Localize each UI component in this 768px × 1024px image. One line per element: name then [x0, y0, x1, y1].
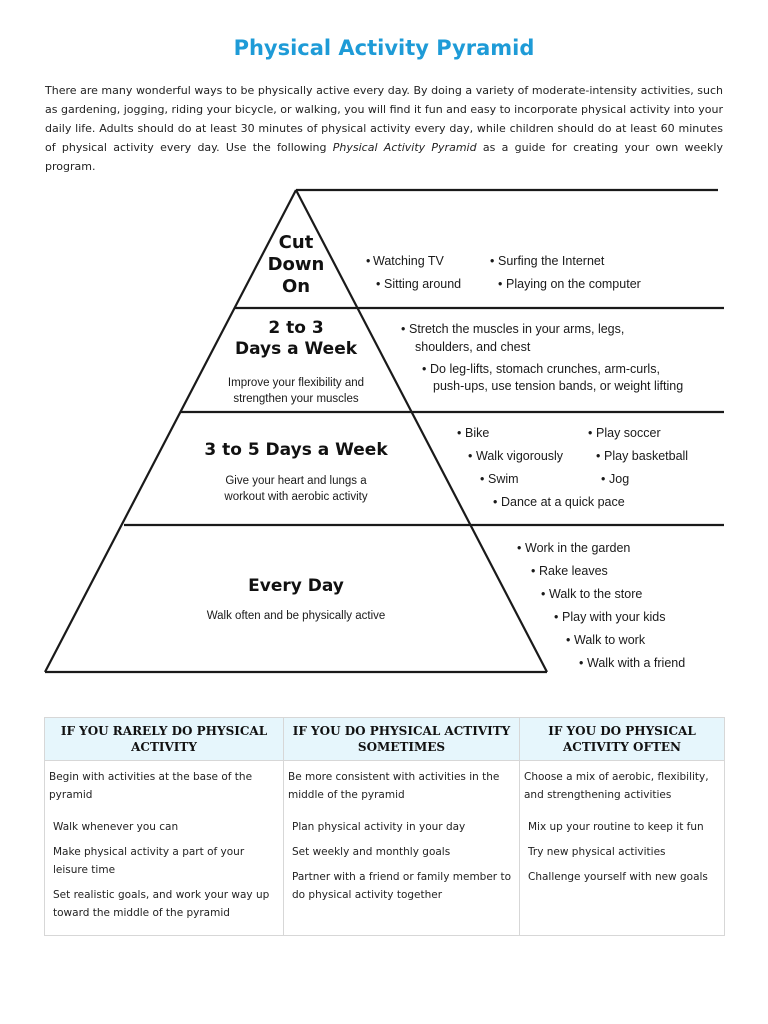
tips-list — [288, 818, 516, 904]
list-item: Make physical activity a part of your leisure time — [53, 846, 245, 876]
tier3-description-line1: Give your heart and lungs a — [225, 475, 367, 487]
tier2-activity-bullet: • — [422, 362, 427, 376]
tier4-description: Walk often and be physically active — [206, 610, 386, 622]
column-rarely — [45, 761, 284, 936]
tips-list — [524, 818, 721, 886]
column-intro: Be more consistent with activities in the middle of the pyramid — [288, 771, 500, 801]
tier1-activity: Surfing the Internet — [498, 254, 605, 268]
list-item: Set weekly and monthly goals — [292, 846, 451, 858]
list-item: Mix up your routine to keep it fun — [528, 821, 704, 833]
tier4-activity: Play with your kids — [562, 610, 666, 624]
list-item: Challenge yourself with new goals — [528, 871, 708, 883]
column-header-sometimes: IF YOU DO PHYSICAL ACTIVITY SOMETIMES — [284, 718, 520, 761]
list-item: Partner with a friend or family member to do physical activity together — [292, 871, 511, 901]
column-header-rarely: IF YOU RARELY DO PHYSICAL ACTIVITY — [45, 718, 284, 761]
tier2-activity: shoulders, and chest — [415, 340, 531, 354]
intro-emphasis: Physical Activity Pyramid — [332, 141, 477, 154]
tier2-activity: Do leg-lifts, stomach crunches, arm-curls, — [430, 362, 660, 376]
tier1-activity-bullet: • — [498, 277, 503, 291]
table-header-row — [45, 718, 725, 761]
tier3-activity: Jog — [609, 472, 630, 486]
tier1-activity-bullet: • — [376, 277, 381, 291]
tier3-activity: Bike — [465, 426, 490, 440]
page-title: Physical Activity Pyramid — [233, 36, 535, 60]
intro-text-end: as a guide for creating your own weekly program. — [45, 141, 723, 173]
tier4-activity-bullet: • — [531, 564, 536, 578]
tier3-activity-bullet: • — [596, 449, 601, 463]
list-item: Walk whenever you can — [53, 821, 179, 833]
tier2-heading-line1: 2 to 3 — [268, 318, 324, 338]
column-sometimes — [284, 761, 520, 936]
tier3-activity-bullet: • — [468, 449, 473, 463]
tier1-heading-line2: Down — [267, 254, 325, 275]
tier3-activity-bullet: • — [588, 426, 593, 440]
intro-text: There are many wonderful ways to be physically active every day. By doing a variety of moderate-intensity activities, such as gardening, jogging, riding your bicycle, or walking, you will find it fun and easy to incorporate physical activity into your daily life. Adults should do at least 30 minutes of physical activity every day, while children should do at least 60 minutes of physical activity every day. Use the following — [45, 84, 723, 154]
activity-guide-table — [44, 717, 725, 936]
tier1-heading-line3: On — [281, 276, 311, 297]
tier4-activity-bullet: • — [566, 633, 571, 647]
column-intro: Choose a mix of aerobic, flexibility, and strengthening activities — [524, 771, 709, 801]
tier2-description-line2: strengthen your muscles — [233, 393, 359, 405]
column-header-often: IF YOU DO PHYSICAL ACTIVITY OFTEN — [520, 718, 725, 761]
tier2-activity: push-ups, use tension bands, or weight lifting — [433, 379, 684, 393]
tier1-activity: Sitting around — [384, 277, 462, 291]
tier3-activity: Play soccer — [596, 426, 661, 440]
tier3-activity: Dance at a quick pace — [501, 495, 625, 509]
tier3-activity-bullet: • — [480, 472, 485, 486]
tier1-activity-bullet: • — [490, 254, 495, 268]
list-item: Plan physical activity in your day — [292, 821, 466, 833]
tier4-activity-bullet: • — [579, 656, 584, 670]
tier4-activity-bullet: • — [541, 587, 546, 601]
column-intro: Begin with activities at the base of the pyramid — [49, 771, 253, 801]
tier4-activity: Rake leaves — [539, 564, 608, 578]
tier-every-day — [207, 541, 686, 670]
pyramid-left-edge — [45, 190, 296, 672]
tier3-heading: 3 to 5 Days a Week — [204, 440, 388, 460]
tier4-activity: Walk to the store — [549, 587, 643, 601]
tier3-activity: Swim — [488, 472, 519, 486]
tier3-activity-bullet: • — [601, 472, 606, 486]
tier2-activity-bullet: • — [401, 322, 406, 336]
tier2-description-line1: Improve your flexibility and — [227, 377, 365, 389]
tier2-activity: Stretch the muscles in your arms, legs, — [409, 322, 625, 336]
tier1-activity-bullet: • — [366, 254, 371, 268]
tier1-activity: Watching TV — [373, 254, 444, 268]
column-often — [520, 761, 725, 936]
tier4-activity: Work in the garden — [525, 541, 631, 555]
tier3-activity-bullet: • — [457, 426, 462, 440]
tier4-activity: Walk to work — [574, 633, 646, 647]
tier3-activity: Walk vigorously — [476, 449, 564, 463]
tier3-activity: Play basketball — [604, 449, 689, 463]
tier2-heading-line2: Days a Week — [234, 339, 358, 359]
tier-2-to-3-days — [228, 318, 683, 405]
tier4-activity-bullet: • — [554, 610, 559, 624]
tier3-activity-bullet: • — [493, 495, 498, 509]
tier1-heading-line1: Cut — [278, 232, 314, 253]
tier4-heading: Every Day — [248, 576, 344, 596]
tier3-description-line2: workout with aerobic activity — [224, 491, 368, 503]
tier1-activity: Playing on the computer — [506, 277, 641, 291]
list-item: Set realistic goals, and work your way up toward the middle of the pyramid — [53, 889, 270, 919]
tier-3-to-5-days — [204, 426, 688, 509]
tier4-activity-bullet: • — [517, 541, 522, 555]
tips-list — [49, 818, 280, 922]
list-item: Try new physical activities — [528, 846, 666, 858]
table-row — [45, 761, 725, 936]
tier4-activity: Walk with a friend — [587, 656, 686, 670]
